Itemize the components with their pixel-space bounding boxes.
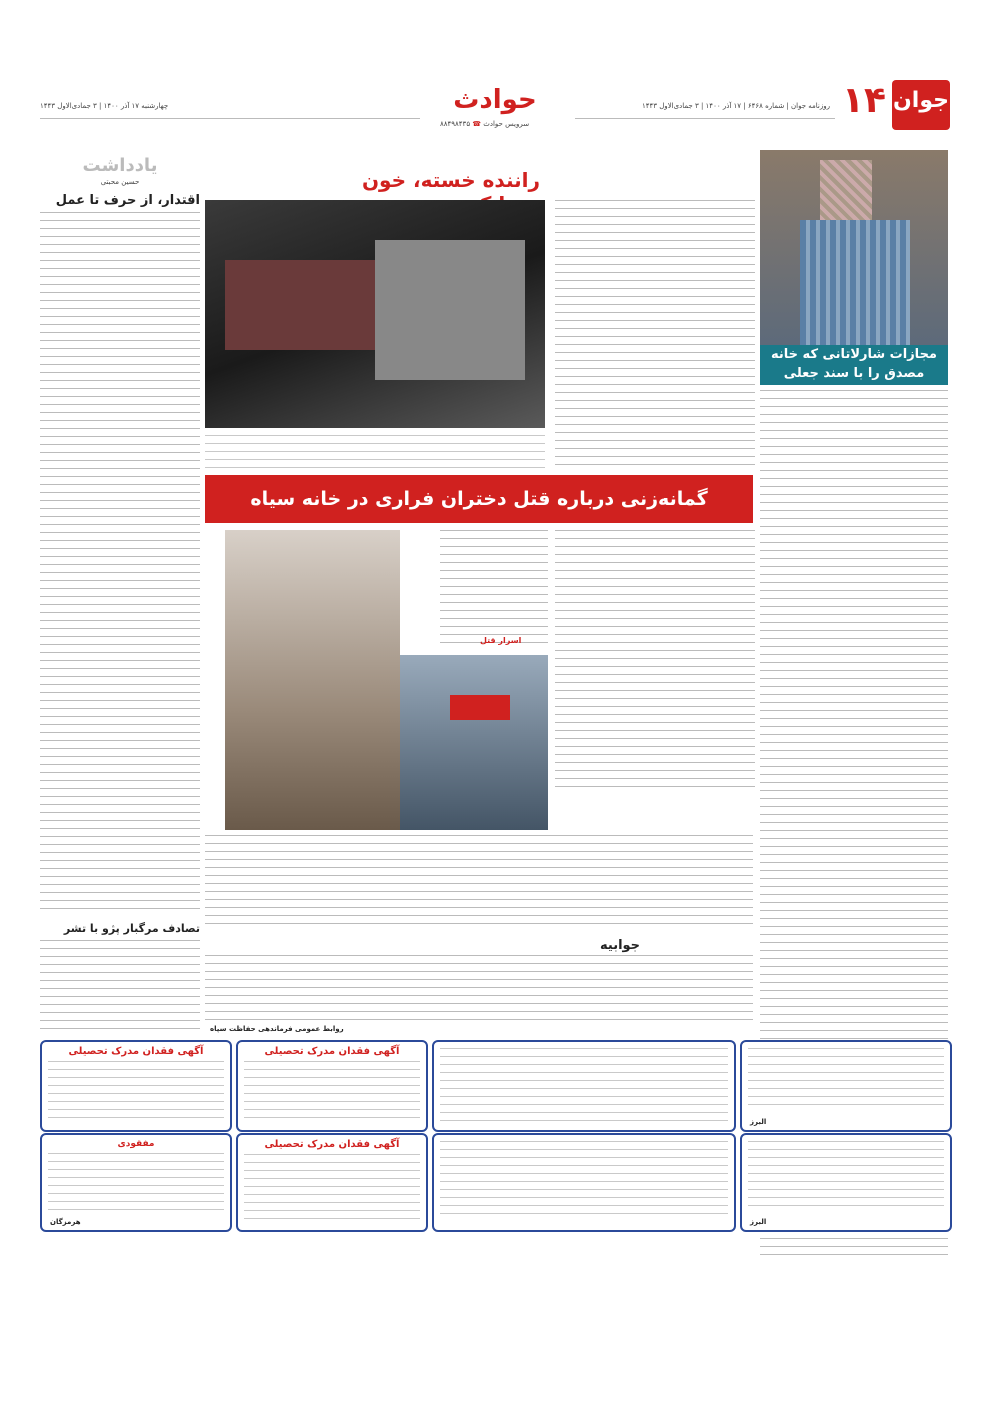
- ad-loss-1: [40, 1040, 232, 1132]
- fraud-headline: [760, 345, 948, 385]
- service-phone: ۸۸۴۹۸۴۳۵: [440, 120, 471, 128]
- column-header: یادداشت: [82, 155, 158, 176]
- column-author: حسین محبتی: [100, 178, 140, 186]
- newspaper-logo: [892, 80, 950, 130]
- service-label: سرویس حوادث: [483, 120, 530, 128]
- fraud-title-2: مصدق را با سند جعلی: [783, 366, 925, 381]
- face-redacted: [450, 695, 510, 720]
- shirt: [800, 220, 910, 345]
- suspect-photo-crime: [400, 655, 548, 830]
- ad-loss-1-title: آگهی فقدان مدرک تحصیلی: [68, 1046, 204, 1057]
- ad-lost-item: [40, 1133, 232, 1232]
- phone-icon: ☎: [472, 120, 482, 128]
- ad-notice-2-body: [440, 1141, 728, 1221]
- room-photo: [225, 530, 400, 830]
- ad-car-1-body: [748, 1048, 944, 1110]
- page-number: ۱۴: [842, 80, 886, 121]
- logo-text: جوان: [893, 88, 949, 113]
- crime-headline-bar: [205, 475, 753, 523]
- crime-body-col1: [555, 530, 755, 790]
- ad-notice-2: [432, 1133, 736, 1232]
- crime-body-lower: [205, 835, 753, 930]
- section-logo: [430, 86, 560, 116]
- masthead: [0, 60, 990, 130]
- issue-info: روزنامه جوان | شماره ۶۴۶۸ | ۱۷ آذر ۱۴۰۰ | ۳ جمادی‌الاول ۱۴۴۳: [641, 102, 830, 110]
- ad-lost-title: مفقودی: [117, 1139, 155, 1149]
- small-story-body: [40, 940, 200, 1030]
- ad-car-1-city: البرز: [750, 1118, 767, 1126]
- ad-lost-city: هرمزگان: [50, 1218, 81, 1226]
- accident-headline: راننده خسته، خون: [361, 168, 540, 192]
- ad-lost-body: [48, 1153, 224, 1213]
- service-line: [440, 120, 529, 128]
- section-title: حوادث: [453, 85, 537, 115]
- ad-loss-2-title: آگهی فقدان مدرک تحصیلی: [264, 1046, 400, 1057]
- masthead-divider: [40, 118, 420, 119]
- date-info: چهارشنبه ۱۷ آذر ۱۴۰۰ | ۳ جمادی‌الاول ۱۴۴۳: [40, 102, 169, 110]
- suspect-photo: [760, 150, 948, 345]
- ad-car-2-body: [748, 1141, 944, 1209]
- reply-title: جوابیه: [600, 938, 641, 953]
- blurred-face: [820, 160, 872, 220]
- masthead-divider-right: [575, 118, 835, 119]
- crime-title: گمانه‌زنی درباره قتل دختران فراری در خانه سیاه: [250, 488, 708, 510]
- reply-body: [205, 955, 753, 1022]
- column-body: [40, 212, 200, 912]
- ad-loss-3-title: آگهی فقدان مدرک تحصیلی: [264, 1139, 400, 1150]
- ad-loss-1-body: [48, 1061, 224, 1121]
- small-story-title: تصادف مرگبار پژو با تشر: [63, 922, 200, 935]
- ad-loss-2-body: [244, 1061, 420, 1121]
- ad-car-2: [740, 1133, 952, 1232]
- ad-car-2-city: البرز: [750, 1218, 767, 1226]
- accident-body-lower: [205, 435, 545, 475]
- wreck: [375, 240, 525, 380]
- ad-car-1: [740, 1040, 952, 1132]
- crime-caption: اسرار قتل: [480, 636, 522, 645]
- ad-loss-3: [236, 1133, 428, 1232]
- reply-sign: روابط عمومی فرماندهی حفاظت سپاه: [210, 1025, 344, 1033]
- column-title: اقتدار، از حرف تا عمل: [55, 193, 200, 208]
- ad-notice-1-body: [440, 1048, 728, 1122]
- ad-loss-2: [236, 1040, 428, 1132]
- ad-loss-3-body: [244, 1154, 420, 1220]
- crime-body-col2: [440, 530, 548, 650]
- ad-notice-1: [432, 1040, 736, 1132]
- truck: [225, 260, 375, 350]
- accident-body: [555, 200, 755, 465]
- fraud-title-1: مجازات شارلاتانی که خانه: [771, 347, 937, 362]
- accident-photo: [205, 200, 545, 428]
